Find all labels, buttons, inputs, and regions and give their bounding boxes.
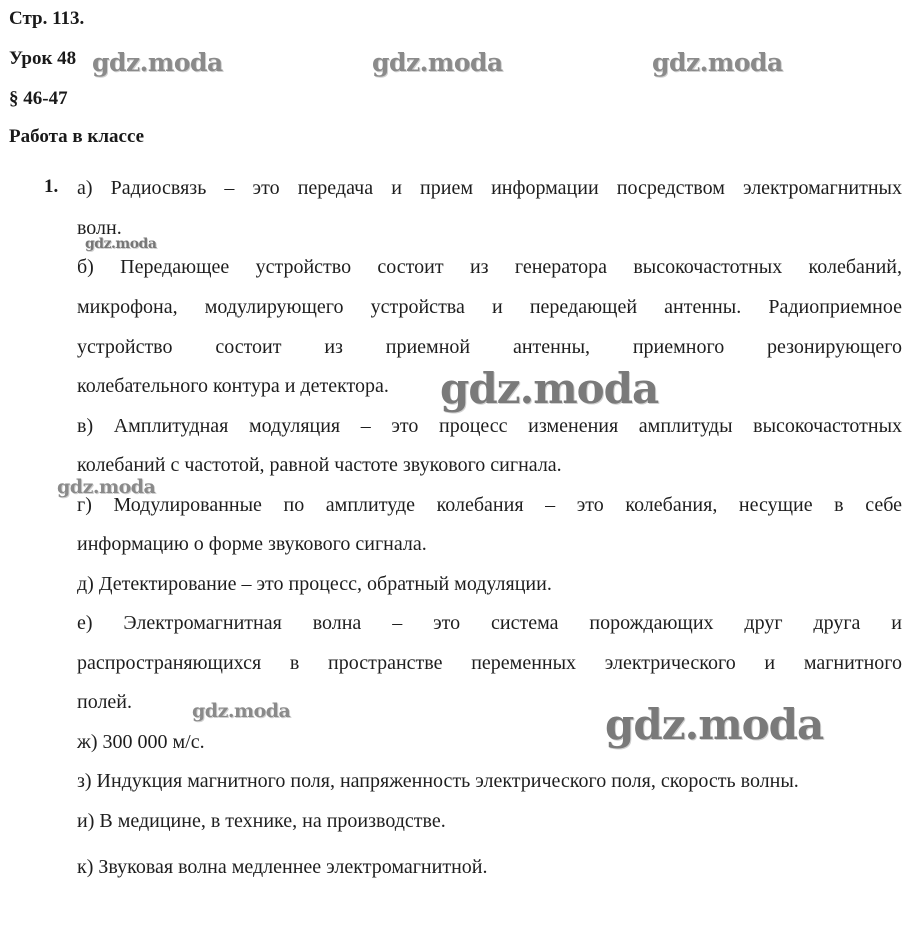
answer-line: информацию о форме звукового сигнала. [77, 533, 427, 555]
answer-line: микрофона, модулирующего устройства и передающей антенны. Радиоприемное [77, 296, 902, 318]
answer-line: и) В медицине, в технике, на производстве. [77, 810, 446, 832]
paragraph-ref: § 46-47 [9, 88, 68, 109]
answer-line: г) Модулированные по амплитуде колебания – это колебания, несущие в себе [77, 494, 902, 516]
answer-line: б) Передающее устройство состоит из генератора высокочастотных колебаний, [77, 256, 902, 278]
task-number: 1. [44, 176, 59, 197]
watermark: gdz.moda [57, 476, 156, 498]
section-title: Работа в классе [9, 126, 145, 147]
watermark: gdz.moda [605, 700, 824, 749]
lesson-title: Урок 48 [9, 48, 77, 69]
watermark: gdz.moda [372, 48, 503, 77]
watermark: gdz.moda [85, 236, 157, 252]
answer-line: ж) 300 000 м/с. [77, 731, 205, 753]
answer-line: е) Электромагнитная волна – это система порождающих друг друга и [77, 612, 902, 634]
watermark: gdz.moda [440, 364, 659, 413]
answer-line: з) Индукция магнитного поля, напряженность электрического поля, скорость волны. [77, 770, 799, 792]
answer-line: в) Амплитудная модуляция – это процесс изменения амплитуды высокочастотных [77, 415, 902, 437]
answer-line: д) Детектирование – это процесс, обратный модуляции. [77, 573, 552, 595]
page-number: Стр. 113. [9, 8, 85, 29]
answer-line: колебаний с частотой, равной частоте звукового сигнала. [77, 454, 562, 476]
watermark: gdz.moda [192, 700, 291, 722]
watermark: gdz.moda [92, 48, 223, 77]
answer-line: а) Радиосвязь – это передача и прием информации посредством электромагнитных [77, 177, 902, 199]
answer-line: полей. [77, 691, 132, 713]
answer-line: устройство состоит из приемной антенны, приемного резонирующего [77, 336, 902, 358]
answer-line: колебательного контура и детектора. [77, 375, 389, 397]
answer-line: распространяющихся в пространстве переменных электрического и магнитного [77, 652, 902, 674]
watermark: gdz.moda [652, 48, 783, 77]
answer-line: к) Звуковая волна медленнее электромагнитной. [77, 856, 488, 878]
answer-line: волн. [77, 217, 122, 239]
